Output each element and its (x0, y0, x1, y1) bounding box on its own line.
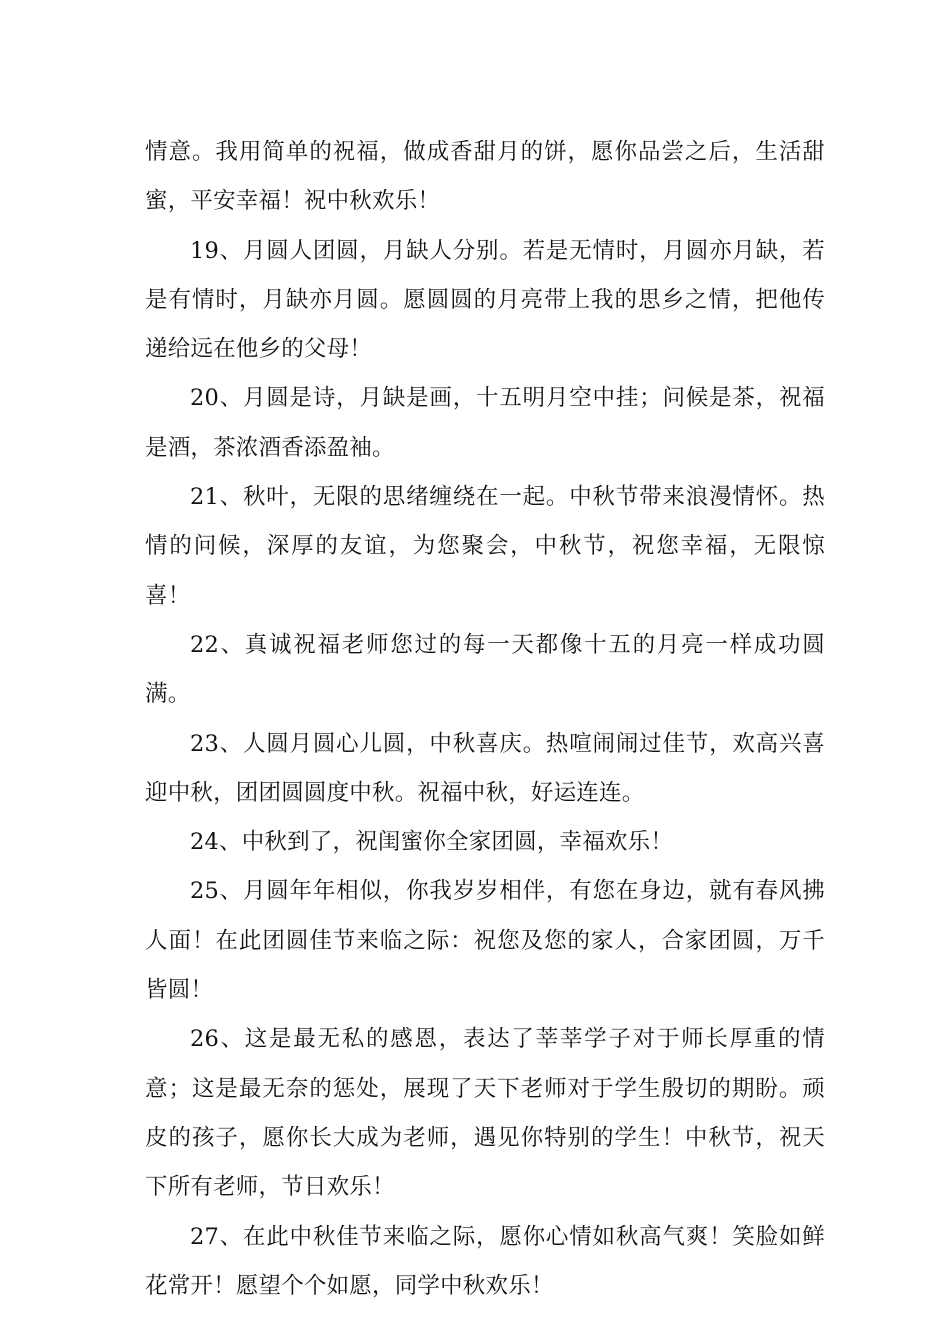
paragraph-23: 23、人圆月圆心儿圆，中秋喜庆。热喧闹闹过佳节，欢高兴喜迎中秋，团团圆圆度中秋。祝福中秋，好运连连。 (145, 730, 825, 806)
paragraph-24: 24、中秋到了，祝闺蜜你全家团圆，幸福欢乐！ (190, 829, 674, 856)
paragraph-22: 22、真诚祝福老师您过的每一天都像十五的月亮一样成功圆满。 (145, 631, 825, 708)
paragraph-26: 26、这是最无私的感恩，表达了莘莘学子对于师长厚重的情意；这是最无奈的惩处，展现了天下老师对于学生殷切的期盼。顽皮的孩子，愿你长大成为老师，遇见你特别的学生！中秋节，祝天下所有老师，节日欢乐！ (145, 1026, 825, 1201)
paragraph-27: 27、在此中秋佳节来临之际，愿你心情如秋高气爽！笑脸如鲜花常开！愿望个个如愿，同学中秋欢乐！ (145, 1223, 825, 1299)
paragraph-25: 25、月圆年年相似，你我岁岁相伴，有您在身边，就有春风拂人面！在此团圆佳节来临之际：祝您及您的家人，合家团圆，万千皆圆！ (145, 878, 825, 1004)
paragraph-20: 20、月圆是诗，月缺是画，十五明月空中挂；问候是茶，祝福是酒，茶浓酒香添盈袖。 (145, 385, 825, 461)
paragraph-21: 21、秋叶，无限的思绪缠绕在一起。中秋节带来浪漫情怀。热情的问候，深厚的友谊，为您聚会，中秋节，祝您幸福，无限惊喜！ (145, 484, 825, 609)
paragraph-19: 19、月圆人团圆，月缺人分别。若是无情时，月圆亦月缺，若是有情时，月缺亦月圆。愿圆圆的月亮带上我的思乡之情，把他传递给远在他乡的父母！ (145, 237, 825, 363)
document-body (145, 128, 825, 1311)
paragraph-continuation: 情意。我用简单的祝福，做成香甜月的饼，愿你品尝之后，生活甜蜜，平安幸福！祝中秋欢乐！ (145, 139, 825, 215)
